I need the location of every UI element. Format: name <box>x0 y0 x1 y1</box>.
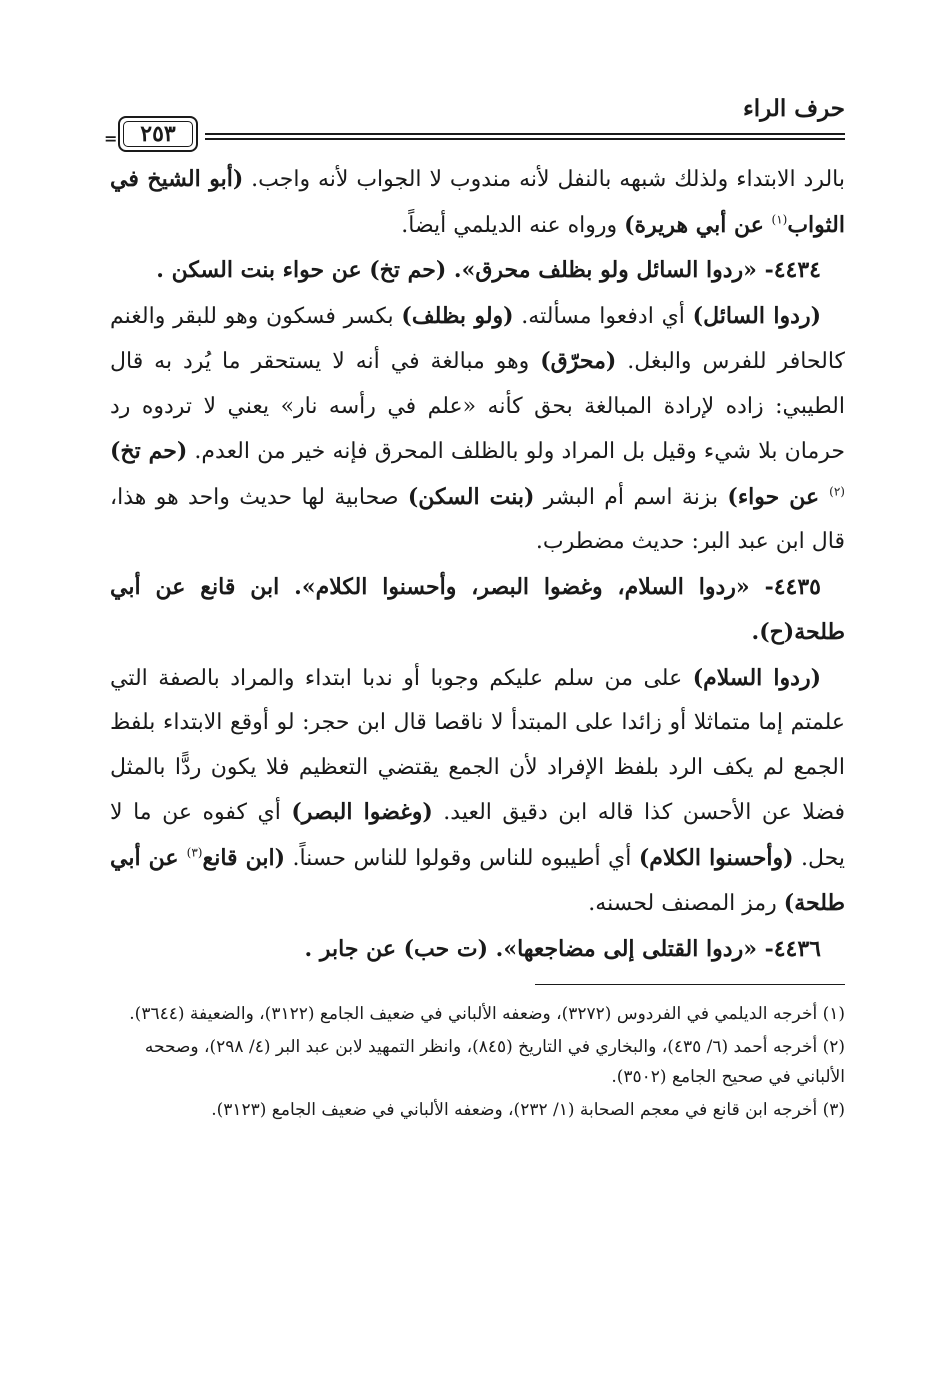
page-number-text: ٢٥٣ <box>140 121 176 147</box>
footnote-ref[interactable]: (١) <box>771 212 788 227</box>
footnote: (١) أخرجه الديلمي في الفردوس (٣٢٧٢)، وضعفه الألباني في ضعيف الجامع (٣١٢٢)، والضعيفة (٣٦٤٤). <box>129 1004 845 1024</box>
hadith-4435: ٤٤٣٥- «ردوا السلام، وغضوا البصر، وأحسنوا الكلام». ابن قانع عن أبي طلحة(ح). <box>110 573 845 645</box>
paragraph: بالرد الابتداء ولذلك شبهه بالنفل لأنه مندوب لا الجواب لأنه واجب. (أبو الشيخ في الثواب$^{(١)}$ عن أبي هريرة) ورواه عنه الديلمي أيضاً. <box>110 166 845 238</box>
footnotes <box>110 999 845 1125</box>
footnote-divider <box>535 984 845 985</box>
header-ornament: = <box>104 129 118 148</box>
footnote: (٣) أخرجه ابن قانع في معجم الصحابة (١/ ٢٣٢)، وضعفه الألباني في ضعيف الجامع (٣١٢٣). <box>211 1100 845 1120</box>
paragraph: (ردوا السلام) على من سلم عليكم وجوبا أو ندبا ابتداء والمراد بالصفة التي علمتم إما متماثلا أو زائدا على المبتدأ لا ناقصا قال ابن حجر: لو أوقع الابتداء بلفظ الجمع لم يكف الرد بلفظ الإفراد لأن الجمع يقتضي التعظيم فلا يكون ردًّا بالمثل فضلا عن الأحسن كذا قاله ابن دقيق العيد. (وغضوا البصر) أي كفوه عن ما لا يحل. (وأحسنوا الكلام) أي أطيبوه للناس وقولوا للناس حسناً. (ابن قانع$^{(٣)}$ عن أبي طلحة) رمز المصنف لحسنه. <box>110 664 845 916</box>
hadith-4436: ٤٤٣٦- «ردوا القتلى إلى مضاجعها». (ت حب) عن جابر . <box>304 935 821 962</box>
chapter-title: حرف الراء <box>742 95 845 122</box>
header-rule <box>205 133 845 140</box>
page-number <box>118 116 198 152</box>
main-text <box>110 157 845 972</box>
book-page <box>104 95 845 1128</box>
footnote: (٢) أخرجه أحمد (٦/ ٤٣٥)، والبخاري في التاريخ (٨٤٥)، وانظر التمهيد لابن عبد البر (٤/ ٢٩٨)، وصححه الألباني في صحيح الجامع (٣٥٠٢). <box>144 1037 845 1087</box>
page-header <box>104 95 845 157</box>
paragraph: (ردوا السائل) أي ادفعوا مسألته. (ولو بظلف) بكسر فسكون وهو للبقر والغنم كالحافر للفرس والبغل. (محرّق) وهو مبالغة في أنه لا يستحقر ما يُرد به قال الطيبي: زاده لإرادة المبالغة بحق كأنه «علم في رأسه نار» يعني لا تردوه رد حرمان بلا شيء وقيل بل المراد ولو بالظلف المحرق فإنه خير من العدم. (حم تخ)$^{(٢)}$ عن حواء) بزنة اسم أم البشر (بنت السكن) صحابية لها حديث واحد هو هذا، قال ابن عبد البر: حديث مضطرب. <box>110 302 845 554</box>
hadith-4434: ٤٤٣٤- «ردوا السائل ولو بظلف محرق». (حم تخ) عن حواء بنت السكن . <box>156 257 821 283</box>
footnote-ref[interactable]: (٢) <box>829 484 845 499</box>
footnote-ref[interactable]: (٣) <box>186 845 203 860</box>
